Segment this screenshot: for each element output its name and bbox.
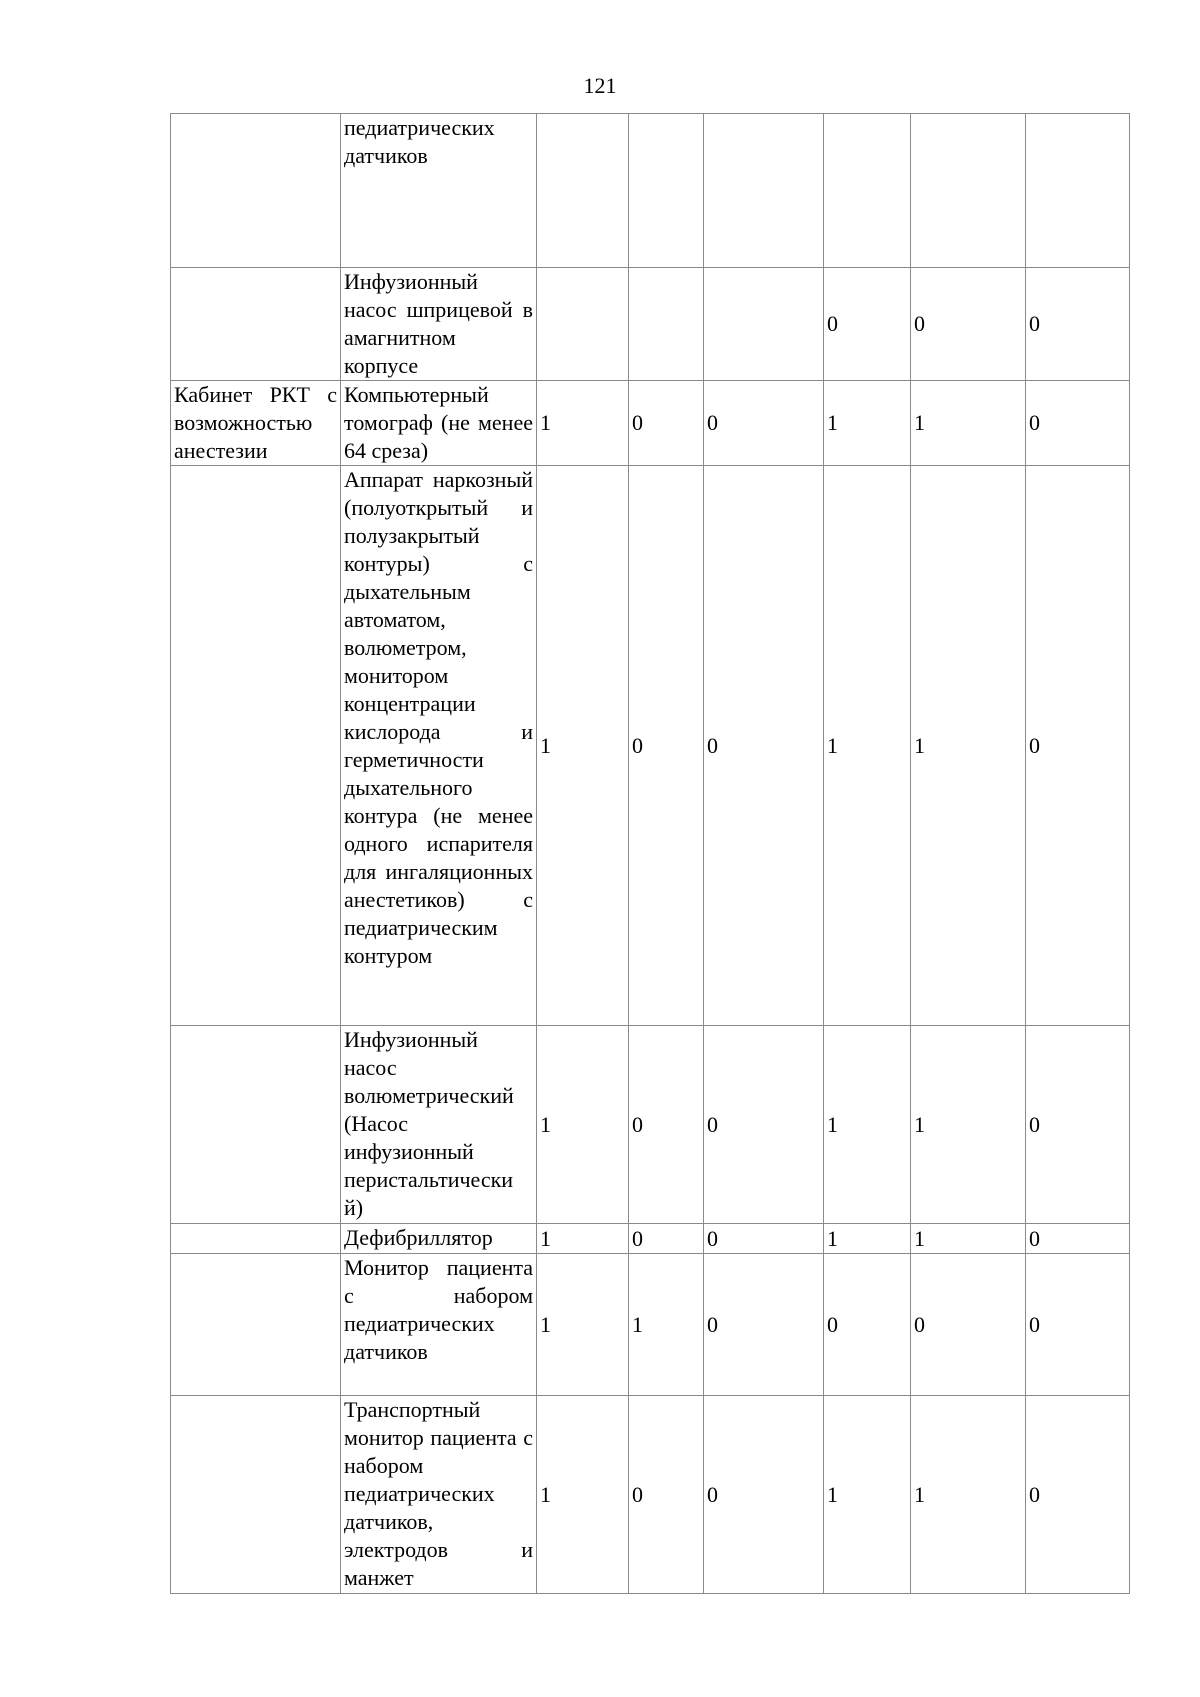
table-row xyxy=(171,1396,1130,1594)
value-cell xyxy=(1026,114,1130,268)
value-cell: 1 xyxy=(537,1224,629,1254)
value-cell xyxy=(537,268,629,381)
equipment-table xyxy=(170,113,1130,1594)
table-row xyxy=(171,1254,1130,1396)
value-cell: 1 xyxy=(911,381,1026,466)
value-cell: 0 xyxy=(824,268,911,381)
value-cell: 0 xyxy=(704,466,824,1026)
equipment-name-cell: Монитор пациента с набором педиатрических датчиков xyxy=(341,1254,537,1396)
room-cell xyxy=(171,1224,341,1254)
value-cell: 1 xyxy=(911,466,1026,1026)
value-cell: 1 xyxy=(824,1026,911,1224)
value-cell: 0 xyxy=(1026,1026,1130,1224)
value-cell xyxy=(537,114,629,268)
room-cell xyxy=(171,1026,341,1224)
value-cell: 0 xyxy=(911,1254,1026,1396)
value-cell: 0 xyxy=(704,1254,824,1396)
table-row xyxy=(171,1224,1130,1254)
value-cell: 0 xyxy=(629,381,704,466)
value-cell: 1 xyxy=(537,1396,629,1594)
equipment-name-cell: Инфузионный насос шприцевой в амагнитном корпусе xyxy=(341,268,537,381)
room-cell xyxy=(171,268,341,381)
value-cell: 1 xyxy=(911,1224,1026,1254)
value-cell: 0 xyxy=(629,466,704,1026)
table-row xyxy=(171,1026,1130,1224)
value-cell: 0 xyxy=(704,1026,824,1224)
equipment-name-cell: Аппарат наркозный (полуоткрытый и полузакрытый контуры) с дыхательным автоматом, волюметром, монитором концентрации кислорода и герметичности дыхательного контура (не менее одного испарителя для ингаляционных анестетиков) с педиатрическим контуром xyxy=(341,466,537,1026)
room-cell xyxy=(171,466,341,1026)
value-cell: 0 xyxy=(1026,1254,1130,1396)
value-cell xyxy=(629,268,704,381)
value-cell: 0 xyxy=(1026,466,1130,1026)
value-cell: 0 xyxy=(629,1224,704,1254)
page-number: 121 xyxy=(583,73,617,98)
value-cell: 1 xyxy=(537,1026,629,1224)
value-cell: 1 xyxy=(537,381,629,466)
value-cell: 1 xyxy=(911,1396,1026,1594)
value-cell xyxy=(911,114,1026,268)
table-row xyxy=(171,114,1130,268)
value-cell: 1 xyxy=(824,1396,911,1594)
value-cell: 1 xyxy=(537,1254,629,1396)
value-cell: 0 xyxy=(629,1026,704,1224)
value-cell: 1 xyxy=(824,381,911,466)
table-row xyxy=(171,268,1130,381)
room-cell xyxy=(171,1254,341,1396)
equipment-name-cell: Компьютерный томограф (не менее 64 среза) xyxy=(341,381,537,466)
value-cell xyxy=(704,114,824,268)
value-cell: 0 xyxy=(704,1224,824,1254)
equipment-name-cell: Инфузионный насос волюметрический (Насос инфузионный перистальтически й) xyxy=(341,1026,537,1224)
value-cell: 1 xyxy=(824,466,911,1026)
value-cell: 0 xyxy=(1026,268,1130,381)
room-cell xyxy=(171,114,341,268)
value-cell: 0 xyxy=(911,268,1026,381)
value-cell: 0 xyxy=(629,1396,704,1594)
value-cell: 1 xyxy=(537,466,629,1026)
value-cell: 0 xyxy=(704,1396,824,1594)
value-cell xyxy=(629,114,704,268)
value-cell: 0 xyxy=(704,381,824,466)
value-cell xyxy=(704,268,824,381)
value-cell: 0 xyxy=(1026,1224,1130,1254)
value-cell: 1 xyxy=(629,1254,704,1396)
equipment-name-cell: Дефибриллятор xyxy=(341,1224,537,1254)
value-cell xyxy=(824,114,911,268)
value-cell: 0 xyxy=(1026,1396,1130,1594)
table-row xyxy=(171,466,1130,1026)
value-cell: 1 xyxy=(824,1224,911,1254)
equipment-name-cell: педиатрических датчиков xyxy=(341,114,537,268)
value-cell: 0 xyxy=(824,1254,911,1396)
room-cell: Кабинет РКТ с возможностью анестезии xyxy=(171,381,341,466)
room-cell xyxy=(171,1396,341,1594)
equipment-name-cell: Транспортный монитор пациента с набором педиатрических датчиков, электродов и манжет xyxy=(341,1396,537,1594)
value-cell: 1 xyxy=(911,1026,1026,1224)
value-cell: 0 xyxy=(1026,381,1130,466)
table-row xyxy=(171,381,1130,466)
